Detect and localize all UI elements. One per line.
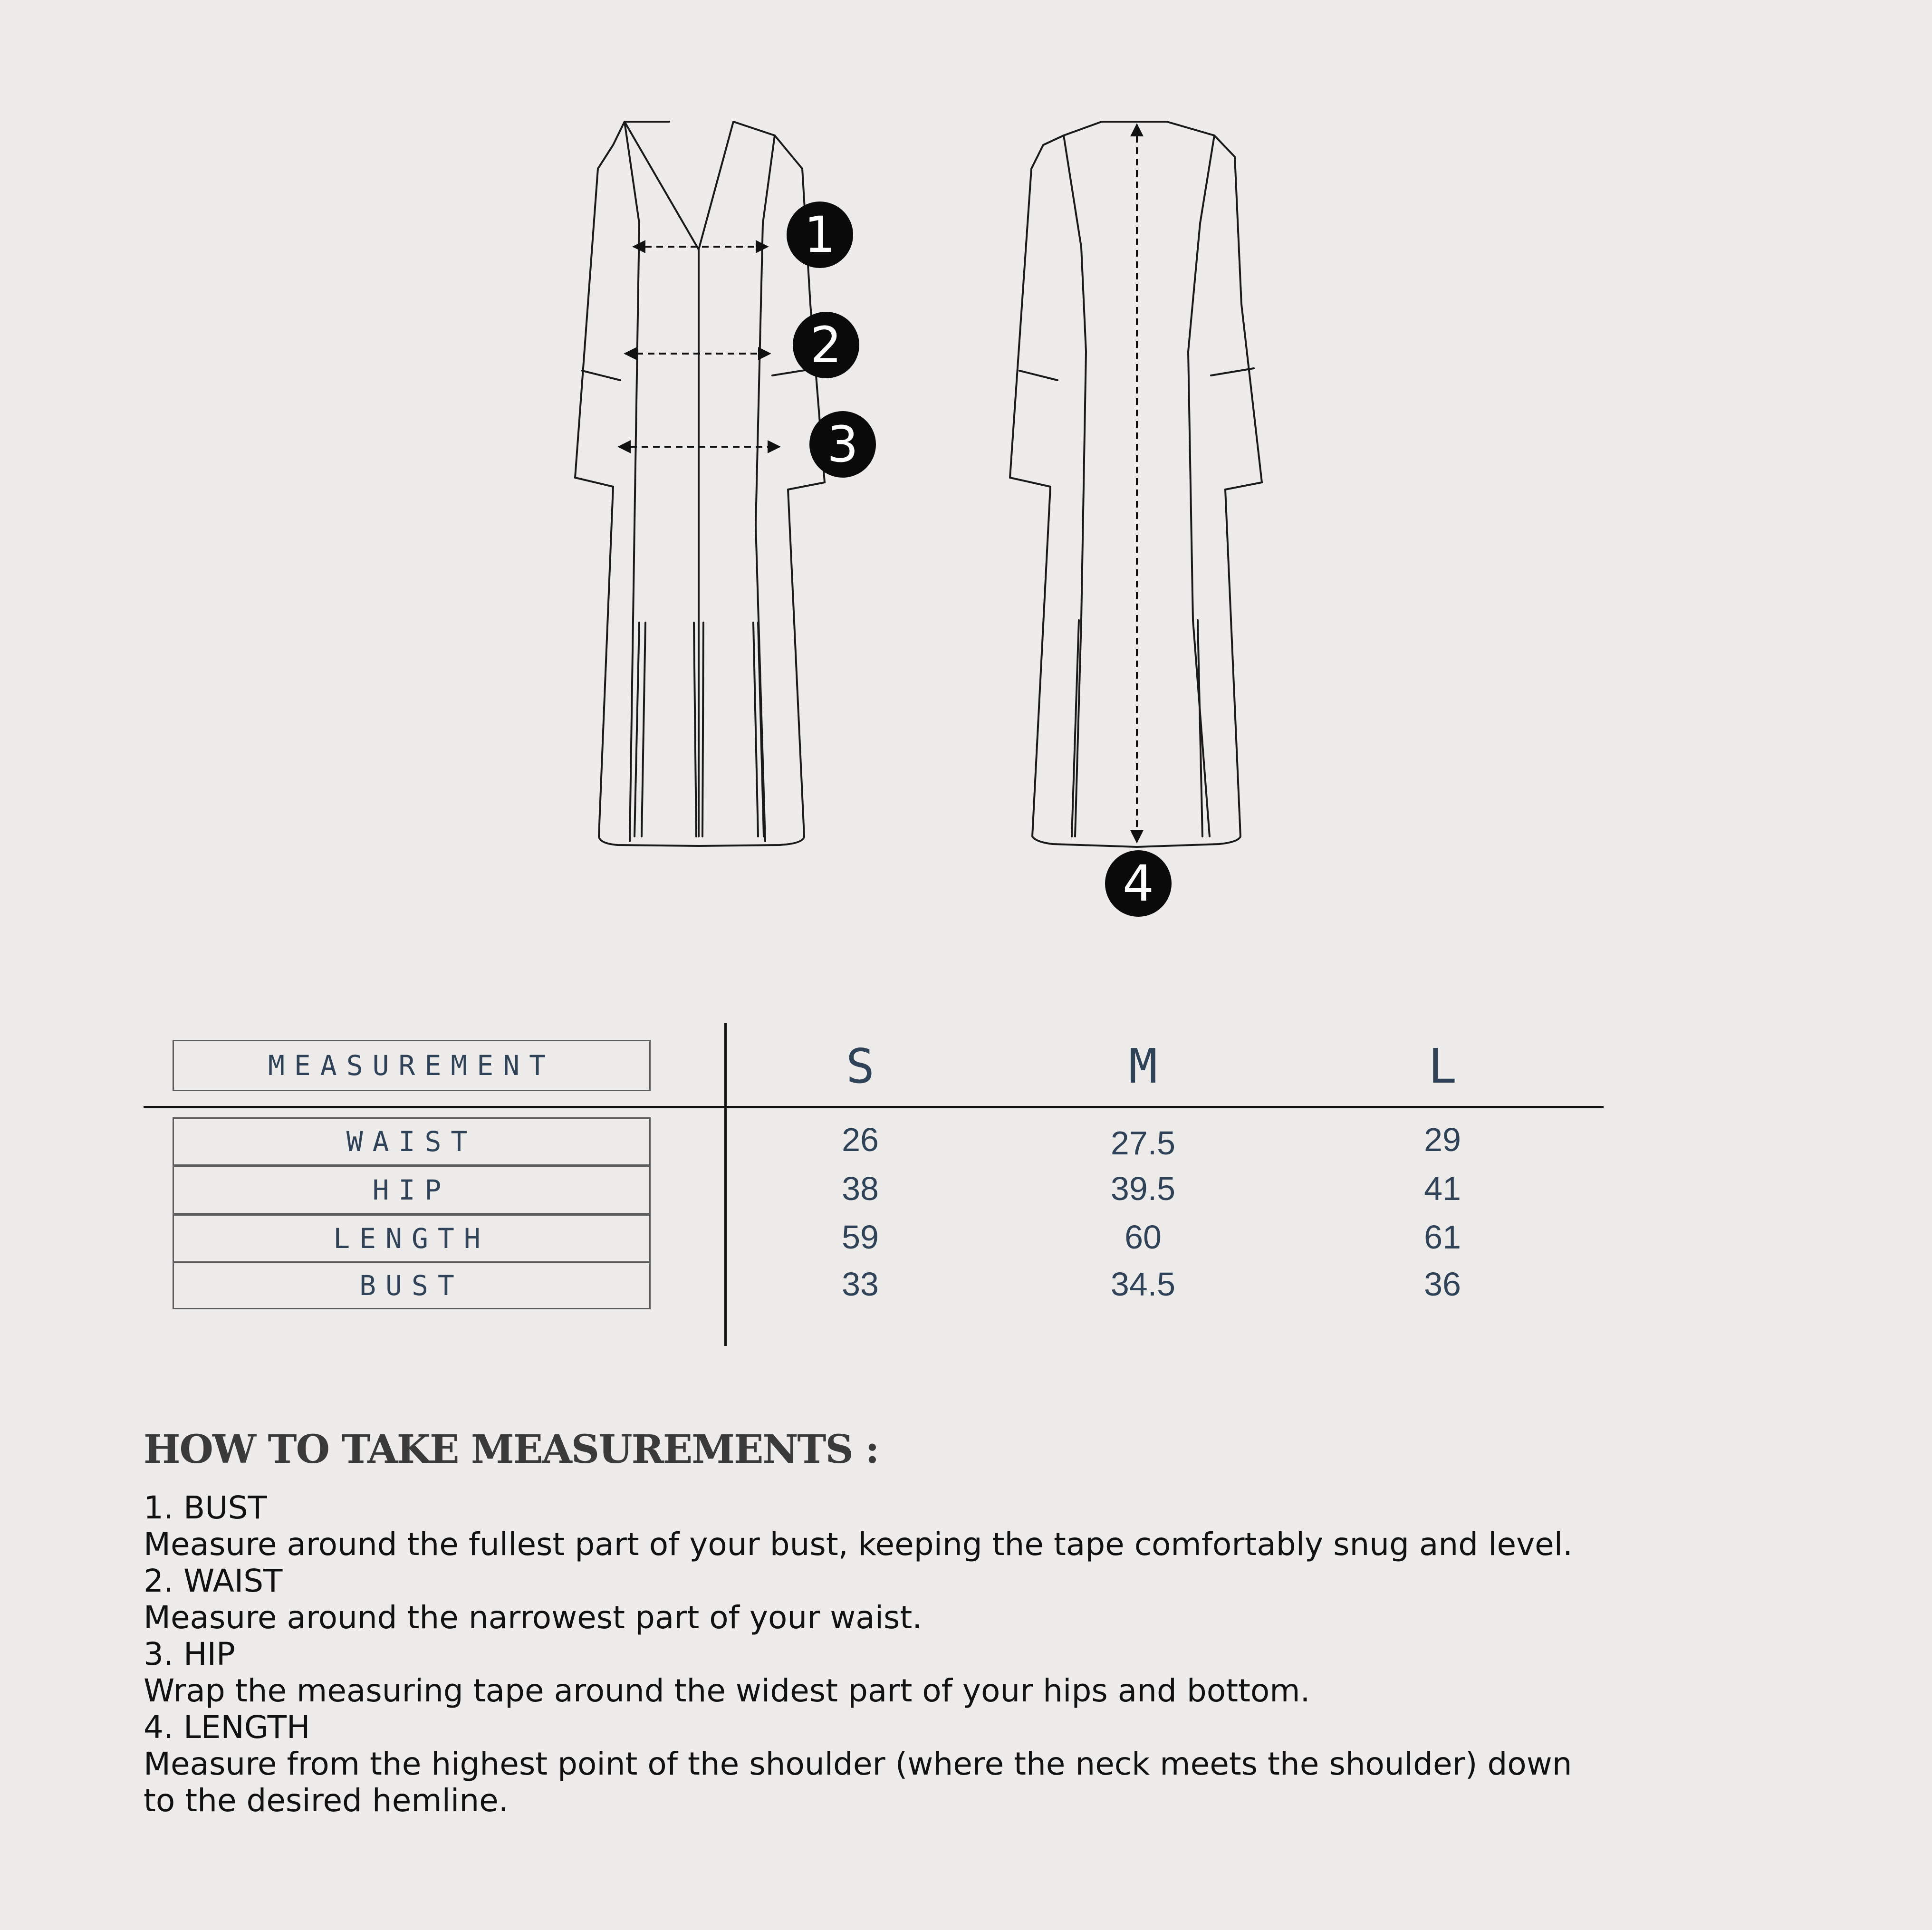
- step-waist: [144, 1563, 1807, 1636]
- table-header-divider: [144, 1106, 1604, 1108]
- length-s-value: 59: [842, 1219, 879, 1256]
- bust-l-value: 36: [1424, 1266, 1461, 1303]
- step-text: Measure from the highest point of the shoulder (where the neck meets the shoulder) down to the desired hemline.: [144, 1746, 1572, 1819]
- row-label-bust: BUST: [173, 1262, 651, 1309]
- table-column-divider: [724, 1023, 727, 1346]
- marker-2-badge: [793, 312, 859, 378]
- step-text: Measure around the narrowest part of your waist.: [144, 1599, 923, 1636]
- step-hip: [144, 1636, 1807, 1709]
- waist-l-value: 29: [1424, 1121, 1461, 1158]
- length-m-value: 60: [1125, 1219, 1162, 1256]
- measurement-header-label: MEASUREMENT: [173, 1040, 651, 1091]
- step-text: Measure around the fullest part of your bust, keeping the tape comfortably snug and level.: [144, 1526, 1573, 1563]
- marker-4-badge: [1105, 850, 1172, 917]
- step-text: Wrap the measuring tape around the widest part of your hips and bottom.: [144, 1672, 1310, 1709]
- hip-l-value: 41: [1424, 1170, 1461, 1207]
- step-title: 4. LENGTH: [144, 1709, 310, 1746]
- size-l-header: L: [1428, 1038, 1457, 1094]
- size-m-header: M: [1128, 1038, 1158, 1094]
- row-label-length: LENGTH: [173, 1214, 651, 1263]
- instructions-title: HOW TO TAKE MEASUREMENTS :: [144, 1427, 879, 1472]
- row-label-hip: HIP: [173, 1166, 651, 1214]
- svg-text:4: 4: [1122, 855, 1154, 912]
- marker-3-badge: [809, 411, 876, 478]
- marker-1-badge: [787, 202, 853, 268]
- svg-text:3: 3: [827, 415, 859, 473]
- step-title: 1. BUST: [144, 1489, 267, 1526]
- bust-s-value: 33: [842, 1266, 879, 1303]
- hip-m-value: 39.5: [1110, 1170, 1176, 1207]
- size-s-header: S: [846, 1038, 875, 1094]
- waist-s-value: 26: [842, 1121, 879, 1158]
- waist-m-value: 27.5: [1110, 1124, 1176, 1162]
- svg-text:1: 1: [804, 206, 836, 264]
- step-title: 2. WAIST: [144, 1563, 283, 1599]
- step-bust: [144, 1489, 1807, 1563]
- step-title: 3. HIP: [144, 1636, 235, 1672]
- step-length: [144, 1709, 1807, 1819]
- bust-m-value: 34.5: [1110, 1266, 1176, 1303]
- garment-diagram: [0, 0, 1932, 951]
- hip-s-value: 38: [842, 1170, 879, 1207]
- row-label-waist: WAIST: [173, 1117, 651, 1166]
- svg-text:2: 2: [810, 316, 842, 374]
- length-l-value: 61: [1424, 1219, 1461, 1256]
- measurement-instructions: [144, 1426, 1807, 1819]
